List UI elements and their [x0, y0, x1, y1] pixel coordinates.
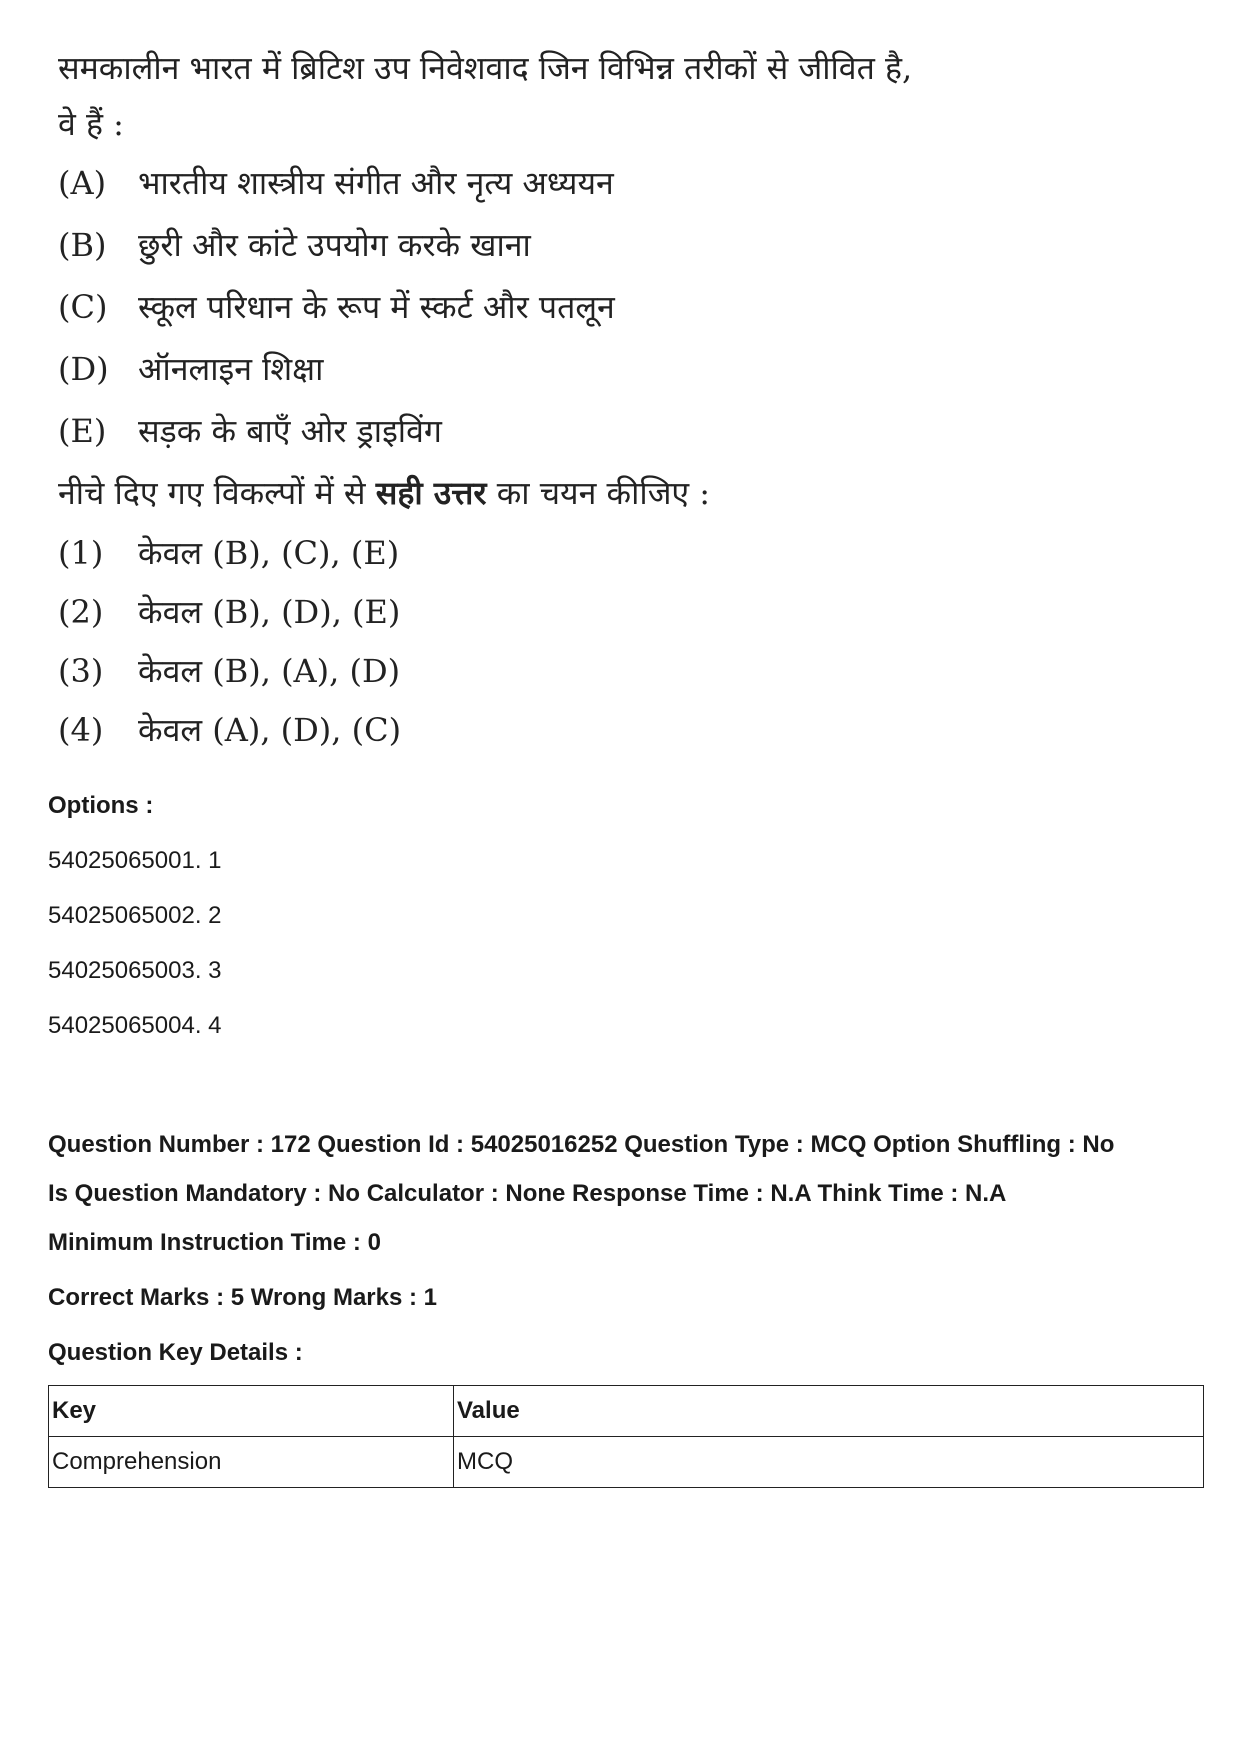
instruction-prefix: नीचे दिए गए विकल्पों में से: [58, 474, 376, 512]
choice-text: केवल (A), (D), (C): [138, 711, 402, 749]
choice-label: (3): [58, 652, 104, 690]
statement-label: (A): [58, 164, 107, 202]
options-heading: Options :: [48, 792, 154, 819]
question-image-block: [58, 40, 958, 760]
choice-text: केवल (B), (A), (D): [138, 652, 401, 690]
question-instruction: [58, 462, 958, 524]
question-stem: समकालीन भारत में ब्रिटिश उप निवेशवाद जिन विभिन्न तरीकों से जीवित है, वे हैं :: [58, 49, 913, 143]
question-meta-line-1: Question Number : 172 Question Id : 54025016252 Question Type : MCQ Option Shuffling : No: [48, 1131, 1115, 1158]
option-item-3: 54025065003. 3: [48, 957, 222, 984]
choice-3: [58, 642, 958, 701]
statement-text: छुरी और कांटे उपयोग करके खाना: [138, 226, 531, 264]
choice-4: [58, 701, 958, 760]
choice-text: केवल (B), (C), (E): [138, 534, 400, 572]
question-meta-line-2: Is Question Mandatory : No Calculator : None Response Time : N.A Think Time : N.A: [48, 1180, 1007, 1207]
statement-text: सड़क के बाएँ ओर ड्राइविंग: [138, 412, 442, 450]
choice-label: (2): [58, 593, 104, 631]
instruction-bold: सही उत्तर: [375, 474, 487, 512]
marks-line: Correct Marks : 5 Wrong Marks : 1: [48, 1284, 438, 1311]
table-cell-value: MCQ: [454, 1437, 1204, 1488]
key-details-heading: Question Key Details :: [48, 1339, 303, 1366]
choice-2: [58, 583, 958, 642]
option-item-1: 54025065001. 1: [48, 847, 222, 874]
statement-text: भारतीय शास्त्रीय संगीत और नृत्य अध्ययन: [138, 164, 614, 202]
statement-label: (C): [58, 288, 108, 326]
option-item-2: 54025065002. 2: [48, 902, 222, 929]
option-item-4: 54025065004. 4: [48, 1012, 222, 1039]
choice-text: केवल (B), (D), (E): [138, 593, 401, 631]
table-cell-key: Comprehension: [49, 1437, 454, 1488]
table-header-value: Value: [454, 1386, 1204, 1437]
statement-label: (B): [58, 226, 107, 264]
statement-a: [58, 152, 958, 214]
statement-b: [58, 214, 958, 276]
choice-label: (1): [58, 534, 104, 572]
choice-label: (4): [58, 711, 104, 749]
answer-choices: [58, 524, 958, 760]
statement-label: (D): [58, 350, 109, 388]
table-header-key: Key: [49, 1386, 454, 1437]
table-row: [49, 1437, 1204, 1488]
statement-c: [58, 276, 958, 338]
statement-label: (E): [58, 412, 107, 450]
statement-text: ऑनलाइन शिक्षा: [138, 350, 324, 388]
statement-d: [58, 338, 958, 400]
statement-e: [58, 400, 958, 462]
instruction-suffix: का चयन कीजिए :: [486, 474, 711, 512]
table-header-row: [49, 1386, 1204, 1437]
question-meta-line-3: Minimum Instruction Time : 0: [48, 1229, 381, 1256]
choice-1: [58, 524, 958, 583]
question-key-table: [48, 1385, 1204, 1488]
statement-text: स्कूल परिधान के रूप में स्कर्ट और पतलून: [138, 288, 615, 326]
